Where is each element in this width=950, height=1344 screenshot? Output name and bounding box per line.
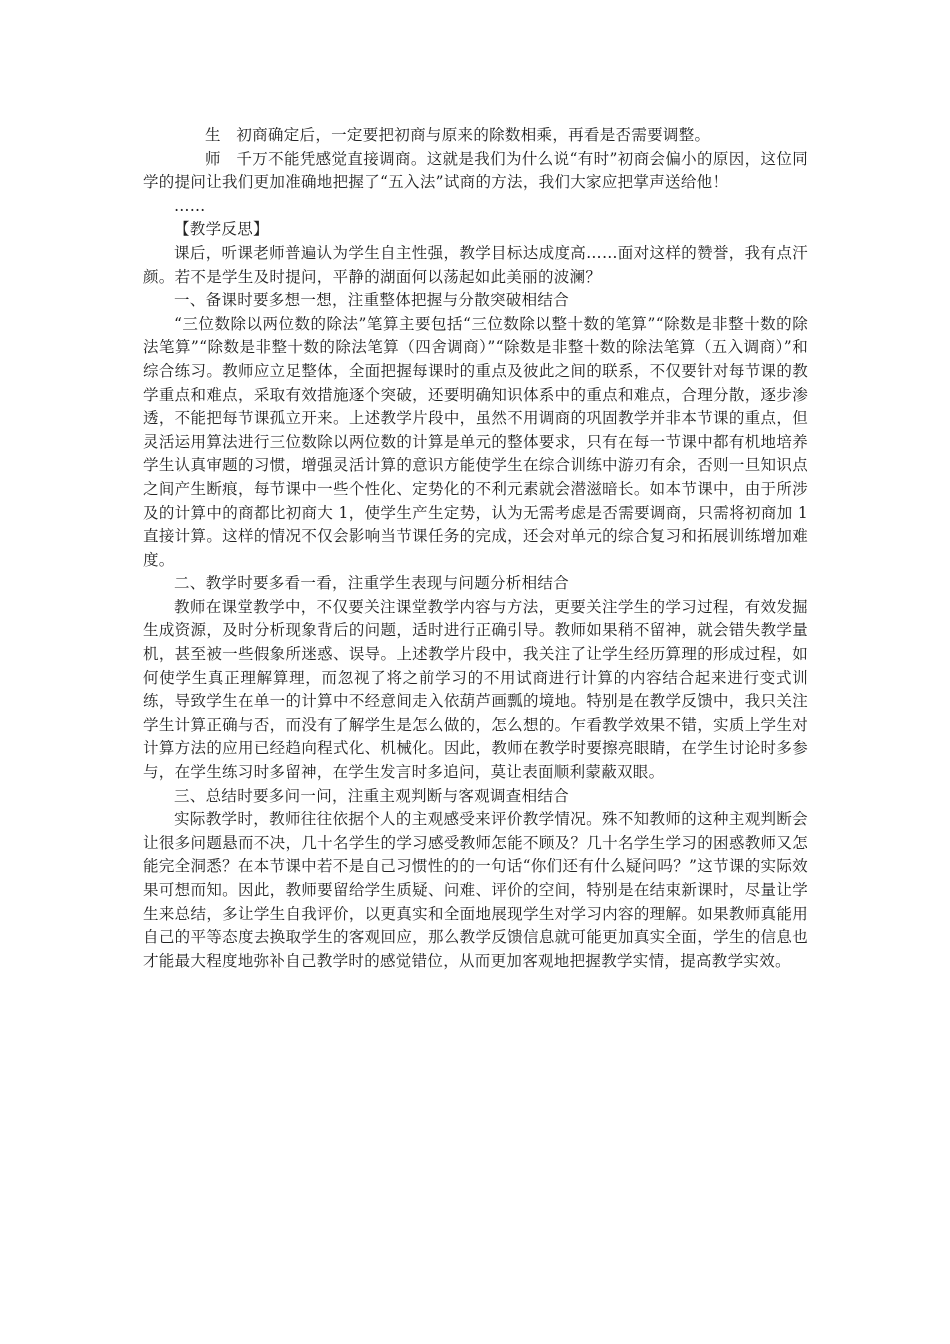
dialogue-student: [143, 124, 808, 148]
paragraph: “三位数除以两位数的除法”笔算主要包括“三位数除以整十数的笔算”“除数是非整十数的除法笔算”“除数是非整十数的除法笔算（四舍调商）”“除数是非整十数的除法笔算（五入调商）”和综合练习。教师应立足整体，全面把握每课时的重点及彼此之间的联系，不仅要针对每节课的教学重点和难点，采取有效措施逐个突破，还要明确知识体系中的重点和难点，合理分散，逐步渗透，不能把每节课孤立开来。上述教学片段中，虽然不用调商的巩固教学并非本节课的重点，但灵活运用算法进行三位数除以两位数的计算是单元的整体要求，只有在每一节课中都有机地培养学生认真审题的习惯，增强灵活计算的意识方能使学生在综合训练中游刃有余，否则一旦知识点之间产生断痕，每节课中一些个性化、定势化的不利元素就会潜滋暗长。如本节课中，由于所涉及的计算中的商都比初商大 1，使学生产生定势，认为无需考虑是否需要调商，只需将初商加 1 直接计算。这样的情况不仅会影响当节课任务的完成，还会对单元的综合复习和拓展训练增加难度。: [143, 314, 808, 569]
speaker-label: 生: [205, 126, 221, 144]
paragraph: 实际教学时，教师往往依据个人的主观感受来评价教学情况。殊不知教师的这种主观判断会让很多问题悬而不决，几十名学生的学习感受教师怎能不顾及？几十名学生学习的困惑教师又怎能完全洞悉？在本节课中若不是自己习惯性的的一句话“你们还有什么疑问吗？”这节课的实际效果可想而知。因此，教师要留给学生质疑、问难、评价的空间，特别是在结束新课时，尽量让学生来总结，多让学生自我评价，以更真实和全面地展现学生对学习内容的理解。如果教师真能用自己的平等态度去换取学生的客观回应，那么教学反馈信息就可能更加真实全面，学生的信息也才能最大程度地弥补自己教学时的感觉错位，从而更加客观地把握教学实情，提高教学实效。: [143, 810, 808, 970]
dialogue-text: 初商确定后，一定要把初商与原来的除数相乘，再看是否需要调整。: [236, 126, 711, 144]
section-heading: 二、教学时要多看一看，注重学生表现与问题分析相结合: [174, 574, 570, 593]
ellipsis: ……: [174, 196, 206, 215]
dialogue-text: 千万不能凭感觉直接调商。这就是我们为什么说“有时”初商会偏小的原因，这位同学的提问让我们更加准确地把握了“五入法”试商的方法，我们大家应把掌声送给他！: [143, 149, 808, 192]
section-title: 【教学反思】: [174, 220, 269, 239]
section-heading: 三、总结时要多问一问，注重主观判断与客观调查相结合: [174, 786, 570, 805]
dialogue-teacher: [143, 148, 808, 195]
document-page: [143, 124, 808, 973]
section-heading: 一、备课时要多想一想，注重整体把握与分散突破相结合: [174, 291, 570, 310]
speaker-label: 师: [205, 149, 221, 168]
paragraph: 教师在课堂教学中，不仅要关注课堂教学内容与方法，更要关注学生的学习过程，有效发掘生成资源，及时分析现象背后的问题，适时进行正确引导。教师如果稍不留神，就会错失教学量机，甚至被一些假象所迷惑、误导。上述教学片段中，我关注了让学生经历算理的形成过程，如何使学生真正理解算理，而忽视了将之前学习的不用试商进行计算的内容结合起来进行变式训练，导致学生在单一的计算中不经意间走入依葫芦画瓢的境地。特别是在教学反馈中，我只关注学生计算正确与否，而没有了解学生是怎么做的，怎么想的。乍看教学效果不错，实质上学生对计算方法的应用已经趋向程式化、机械化。因此，教师在教学时要擦亮眼睛，在学生讨论时多参与，在学生练习时多留神，在学生发言时多追问，莫让表面顺利蒙蔽双眼。: [143, 597, 808, 782]
paragraph: 课后，听课老师普遍认为学生自主性强，教学目标达成度高……面对这样的赞誉，我有点汗颜。若不是学生及时提问，平静的湖面何以荡起如此美丽的波澜？: [143, 243, 808, 286]
